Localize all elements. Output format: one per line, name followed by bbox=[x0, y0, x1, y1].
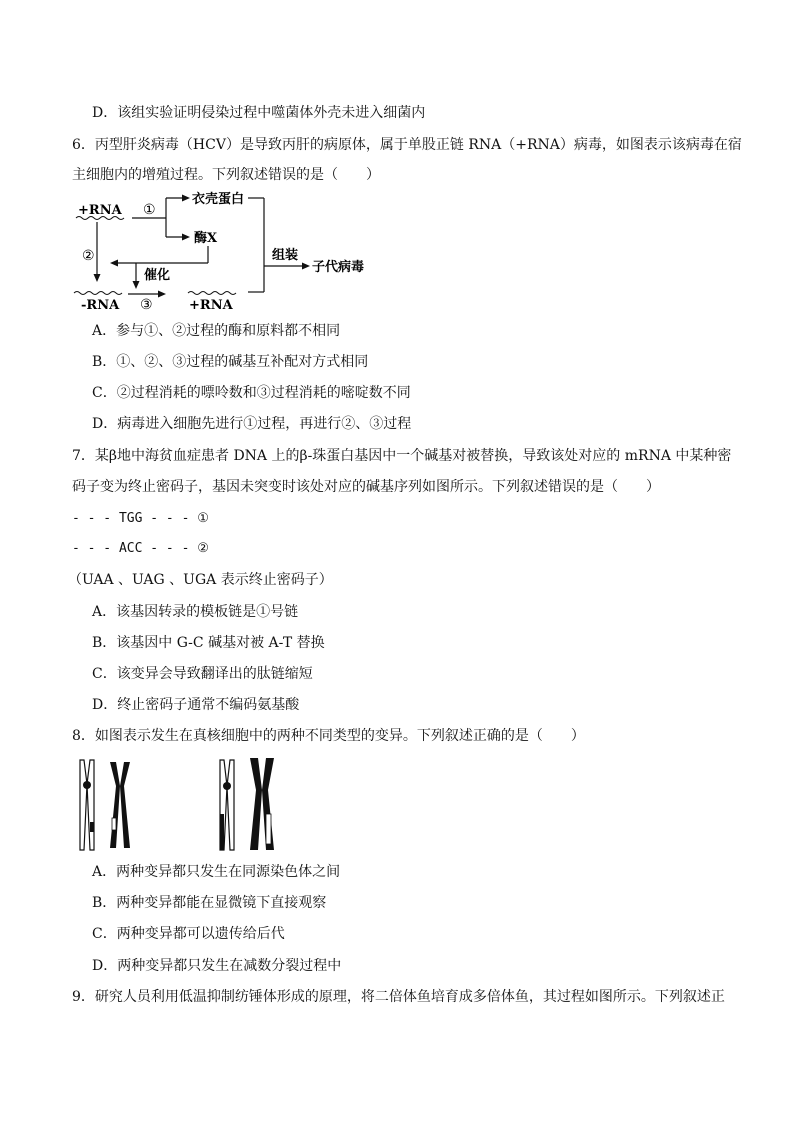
chromosome-pair-2-right bbox=[250, 758, 274, 850]
q6-option-d: D．病毒进入细胞先进行①过程，再进行②、③过程 bbox=[92, 416, 412, 432]
q7-option-a: A．该基因转录的模板链是①号链 bbox=[92, 604, 299, 620]
q7-sequence-1: - - - TGG - - - ① bbox=[72, 511, 209, 526]
diagram-progeny-virus: 子代病毒 bbox=[312, 260, 365, 275]
diagram-minus-rna: -RNA bbox=[81, 298, 120, 313]
q5-option-d: D．该组实验证明侵染过程中噬菌体外壳未进入细菌内 bbox=[92, 105, 426, 121]
q6-option-c: C．②过程消耗的嘌呤数和③过程消耗的嘧啶数不同 bbox=[92, 385, 411, 401]
q8-option-a: A．两种变异都只发生在同源染色体之间 bbox=[92, 864, 341, 880]
diagram-step3: ③ bbox=[140, 297, 153, 313]
q6-option-b: B．①、②、③过程的碱基互补配对方式相同 bbox=[92, 354, 369, 370]
q7-stem-line2: 码子变为终止密码子，基因未突变时该处对应的碱基序列如图所示。下列叙述错误的是（ ） bbox=[72, 479, 660, 495]
diagram-plus-rna-top: +RNA bbox=[78, 203, 122, 218]
diagram-enzyme-x: 酶X bbox=[194, 231, 218, 246]
q7-sequence-2: - - - ACC - - - ② bbox=[72, 541, 209, 556]
chromosome-pair-1-right bbox=[110, 762, 130, 848]
q8-option-b: B．两种变异都能在显微镜下直接观察 bbox=[92, 895, 327, 911]
q8-option-c: C．两种变异都可以遗传给后代 bbox=[92, 926, 285, 942]
q6-option-a: A．参与①、②过程的酶和原料都不相同 bbox=[92, 323, 341, 339]
diagram-step2: ② bbox=[82, 248, 95, 264]
q9-stem-line1: 9．研究人员利用低温抑制纺锤体形成的原理，将二倍体鱼培育成多倍体鱼，其过程如图所示。下列叙述正 bbox=[72, 989, 725, 1005]
q6-stem-line1: 6．丙型肝炎病毒（HCV）是导致丙肝的病原体，属于单股正链 RNA（+RNA）病毒，如图表示该病毒在宿 bbox=[72, 137, 742, 153]
chromosome-pair-1-left bbox=[80, 760, 94, 850]
q7-stop-codon-note: （UAA 、UAG 、UGA 表示终止密码子） bbox=[68, 572, 333, 588]
wavy-line-minus bbox=[74, 292, 122, 295]
chromosome-pair-2-left bbox=[220, 760, 234, 850]
wavy-line-plus-bottom bbox=[188, 292, 236, 295]
q6-diagram bbox=[70, 190, 390, 314]
diagram-catalysis: 催化 bbox=[144, 268, 171, 283]
diagram-step1: ① bbox=[143, 202, 156, 218]
q8-option-d: D．两种变异都只发生在减数分裂过程中 bbox=[92, 958, 342, 974]
q7-option-b: B．该基因中 G-C 碱基对被 A-T 替换 bbox=[92, 635, 325, 651]
q7-option-c: C．该变异会导致翻译出的肽链缩短 bbox=[92, 666, 313, 682]
q7-option-d: D．终止密码子通常不编码氨基酸 bbox=[92, 697, 300, 713]
q8-stem-line1: 8．如图表示发生在真核细胞中的两种不同类型的变异。下列叙述正确的是（ ） bbox=[72, 728, 585, 744]
diagram-assembly: 组装 bbox=[272, 248, 299, 263]
diagram-coat-protein: 衣壳蛋白 bbox=[192, 192, 245, 207]
diagram-plus-rna-bottom: +RNA bbox=[189, 298, 233, 313]
q8-chromosome-diagram bbox=[74, 756, 284, 856]
q6-stem-line2: 主细胞内的增殖过程。下列叙述错误的是（ ） bbox=[72, 167, 380, 183]
q7-stem-line1: 7．某β地中海贫血症患者 DNA 上的β-珠蛋白基因中一个碱基对被替换，导致该处对应的 mRNA 中某种密 bbox=[72, 448, 732, 464]
